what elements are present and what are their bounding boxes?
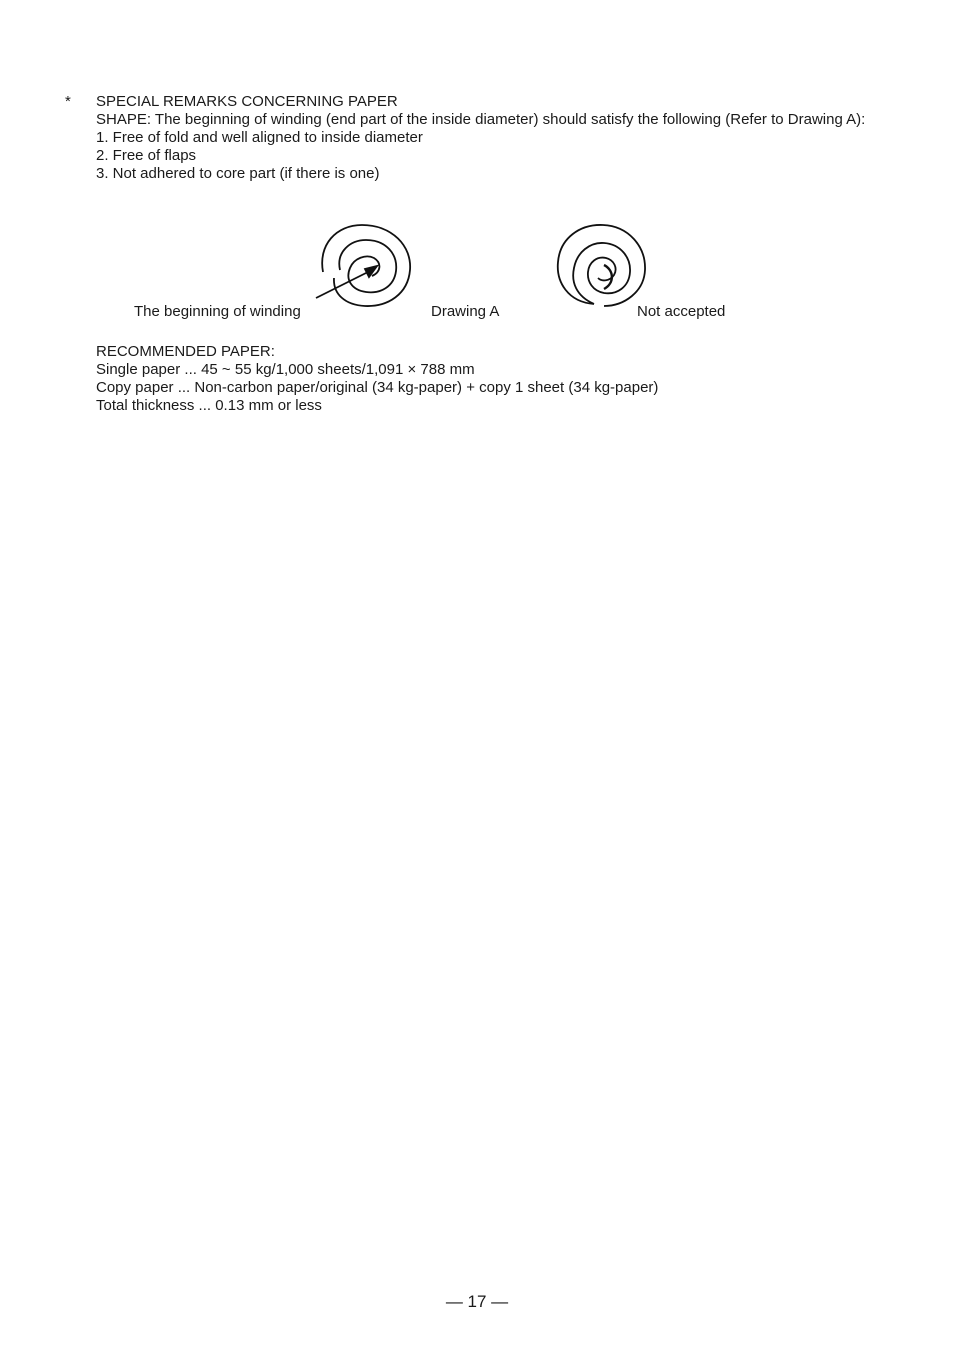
arrow-icon (316, 266, 377, 298)
page-number: — 17 — (445, 1292, 509, 1311)
recommended-paper-section (96, 343, 658, 415)
section-heading: SPECIAL REMARKS CONCERNING PAPER (96, 93, 398, 110)
recommended-line-single: Single paper ... 45 ~ 55 kg/1,000 sheets/1,091 × 788 mm (96, 361, 475, 378)
not-accepted-spiral-drawing (558, 225, 645, 306)
shape-description: SHAPE: The beginning of winding (end part of the inside diameter) should satisfy the following (Refer to Drawing A): (96, 111, 866, 128)
label-not-accepted: Not accepted (637, 303, 726, 320)
drawing-a-figure (0, 0, 954, 340)
bullet-marker: * (65, 93, 71, 110)
requirement-item-3: 3. Not adhered to core part (if there is one) (96, 165, 380, 182)
recommended-heading: RECOMMENDED PAPER: (96, 343, 275, 360)
requirement-item-2: 2. Free of flaps (96, 147, 197, 164)
recommended-line-copy: Copy paper ... Non-carbon paper/original (34 kg-paper) + copy 1 sheet (34 kg-paper) (96, 379, 659, 396)
accepted-spiral-drawing (322, 225, 410, 306)
label-drawing-a: Drawing A (431, 303, 500, 320)
requirement-item-1: 1. Free of fold and well aligned to inside diameter (96, 129, 423, 146)
recommended-line-thickness: Total thickness ... 0.13 mm or less (96, 397, 322, 414)
label-beginning-of-winding: The beginning of winding (134, 303, 301, 320)
